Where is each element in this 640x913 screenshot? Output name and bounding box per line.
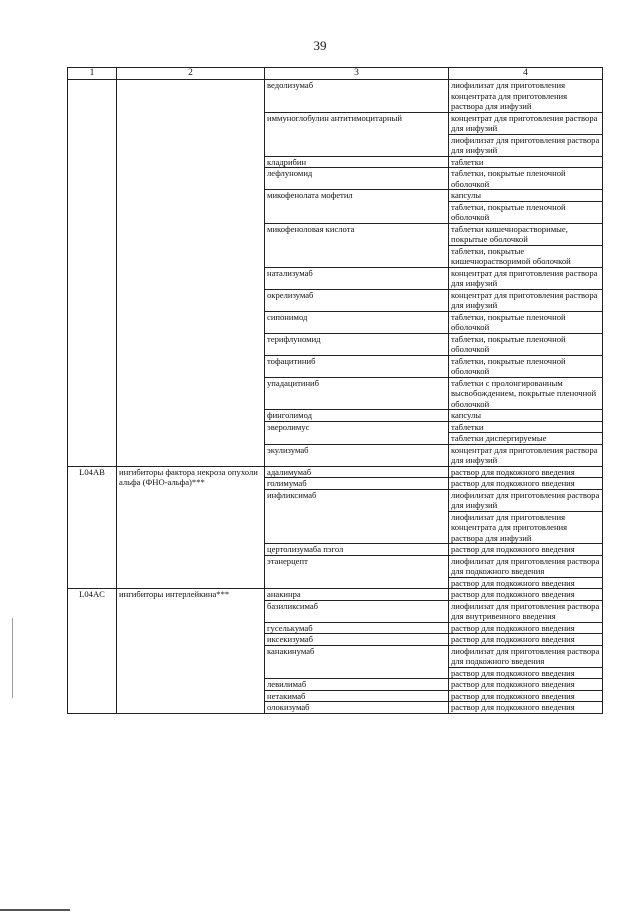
- dosage-form-cell: раствор для подкожного введения: [449, 667, 603, 679]
- atc-group-cell: ингибиторы интерлейкина***: [117, 589, 265, 714]
- dosage-form-cell: раствор для подкожного введения: [449, 690, 603, 702]
- drug-name-cell: эверолимус: [265, 421, 449, 444]
- dosage-form-cell: раствор для подкожного введения: [449, 589, 603, 601]
- dosage-form-cell: раствор для подкожного введения: [449, 622, 603, 634]
- column-header-2: 2: [117, 68, 265, 80]
- drug-name-cell: лефлуномид: [265, 168, 449, 190]
- dosage-form-cell: таблетки, покрытые пленочной оболочкой: [449, 355, 603, 377]
- dosage-form-cell: таблетки диспергируемые: [449, 433, 603, 445]
- dosage-form-cell: таблетки с пролонгированным высвобождением, покрытые пленочной оболочкой: [449, 377, 603, 410]
- drug-name-cell: экулизумаб: [265, 444, 449, 466]
- drug-name-cell: левилимаб: [265, 679, 449, 691]
- column-header-4: 4: [449, 68, 603, 80]
- drug-name-cell: базиликсимаб: [265, 600, 449, 622]
- dosage-form-cell: концентрат для приготовления раствора для инфузий: [449, 444, 603, 466]
- dosage-form-cell: таблетки: [449, 156, 603, 168]
- dosage-form-cell: раствор для подкожного введения: [449, 634, 603, 646]
- drug-name-cell: нетакимаб: [265, 690, 449, 702]
- column-header-3: 3: [265, 68, 449, 80]
- drug-name-cell: упадацитиниб: [265, 377, 449, 410]
- drug-name-cell: натализумаб: [265, 267, 449, 289]
- drug-list-table: [67, 67, 603, 714]
- dosage-form-cell: концентрат для приготовления раствора для инфузий: [449, 289, 603, 311]
- page-number: 39: [313, 38, 327, 53]
- dosage-form-cell: концентрат для приготовления раствора для инфузий: [449, 267, 603, 289]
- dosage-form-cell: таблетки, покрытые пленочной оболочкой: [449, 333, 603, 355]
- dosage-form-cell: концентрат для приготовления раствора для инфузий: [449, 112, 603, 134]
- margin-mark: [12, 618, 13, 698]
- atc-code-cell: L04AC: [68, 589, 117, 714]
- dosage-form-cell: лиофилизат для приготовления раствора для инфузий: [449, 489, 603, 511]
- dosage-form-cell: лиофилизат для приготовления концентрата для приготовления раствора для инфузий: [449, 80, 603, 113]
- drug-name-cell: окрелизумаб: [265, 289, 449, 311]
- drug-name-cell: тофацитиниб: [265, 355, 449, 377]
- column-header-1: 1: [68, 68, 117, 80]
- drug-name-cell: иксекизумаб: [265, 634, 449, 646]
- dosage-form-cell: раствор для подкожного введения: [449, 478, 603, 490]
- dosage-form-cell: таблетки, покрытые пленочной оболочкой: [449, 201, 603, 223]
- drug-name-cell: гуселькумаб: [265, 622, 449, 634]
- dosage-form-cell: капсулы: [449, 410, 603, 422]
- drug-name-cell: анакинра: [265, 589, 449, 601]
- dosage-form-cell: раствор для подкожного введения: [449, 577, 603, 589]
- atc-group-cell: [117, 80, 265, 467]
- drug-name-cell: кладрибин: [265, 156, 449, 168]
- dosage-form-cell: лиофилизат для приготовления раствора для внутривенного введения: [449, 600, 603, 622]
- dosage-form-cell: лиофилизат для приготовления раствора для подкожного введения: [449, 645, 603, 667]
- table-row: [68, 589, 603, 601]
- drug-name-cell: адалимумаб: [265, 466, 449, 478]
- dosage-form-cell: лиофилизат для приготовления раствора для инфузий: [449, 134, 603, 156]
- atc-group-cell: ингибиторы фактора некроза опухоли альфа (ФНО-альфа)***: [117, 466, 265, 589]
- dosage-form-cell: лиофилизат для приготовления раствора для подкожного введения: [449, 555, 603, 577]
- bottom-edge-mark: [0, 909, 70, 911]
- dosage-form-cell: таблетки: [449, 421, 603, 433]
- drug-name-cell: терифлуномид: [265, 333, 449, 355]
- drug-name-cell: цертолизумаба пэгол: [265, 544, 449, 556]
- dosage-form-cell: таблетки, покрытые пленочной оболочкой: [449, 311, 603, 333]
- dosage-form-cell: лиофилизат для приготовления концентрата для приготовления раствора для инфузий: [449, 511, 603, 544]
- drug-name-cell: микофеноловая кислота: [265, 223, 449, 267]
- drug-name-cell: голимумаб: [265, 478, 449, 490]
- table-body: [68, 80, 603, 714]
- dosage-form-cell: таблетки кишечнорастворимые, покрытые оболочкой: [449, 223, 603, 245]
- dosage-form-cell: раствор для подкожного введения: [449, 702, 603, 714]
- drug-name-cell: микофенолата мофетил: [265, 190, 449, 224]
- drug-name-cell: ведолизумаб: [265, 80, 449, 113]
- drug-name-cell: иммуноглобулин антитимоцитарный: [265, 112, 449, 156]
- dosage-form-cell: раствор для подкожного введения: [449, 544, 603, 556]
- atc-code-cell: L04AB: [68, 466, 117, 589]
- dosage-form-cell: таблетки, покрытые пленочной оболочкой: [449, 168, 603, 190]
- table-row: [68, 466, 603, 478]
- atc-code-cell: [68, 80, 117, 467]
- drug-name-cell: канакинумаб: [265, 645, 449, 679]
- dosage-form-cell: таблетки, покрытые кишечнорастворимой оболочкой: [449, 245, 603, 267]
- drug-name-cell: сипонимод: [265, 311, 449, 333]
- drug-name-cell: олокизумаб: [265, 702, 449, 714]
- table-header-row: [68, 68, 603, 80]
- table-row: [68, 80, 603, 113]
- dosage-form-cell: капсулы: [449, 190, 603, 202]
- drug-name-cell: инфликсимаб: [265, 489, 449, 544]
- drug-name-cell: финголимод: [265, 410, 449, 422]
- drug-name-cell: этанерцепт: [265, 555, 449, 589]
- dosage-form-cell: раствор для подкожного введения: [449, 466, 603, 478]
- dosage-form-cell: раствор для подкожного введения: [449, 679, 603, 691]
